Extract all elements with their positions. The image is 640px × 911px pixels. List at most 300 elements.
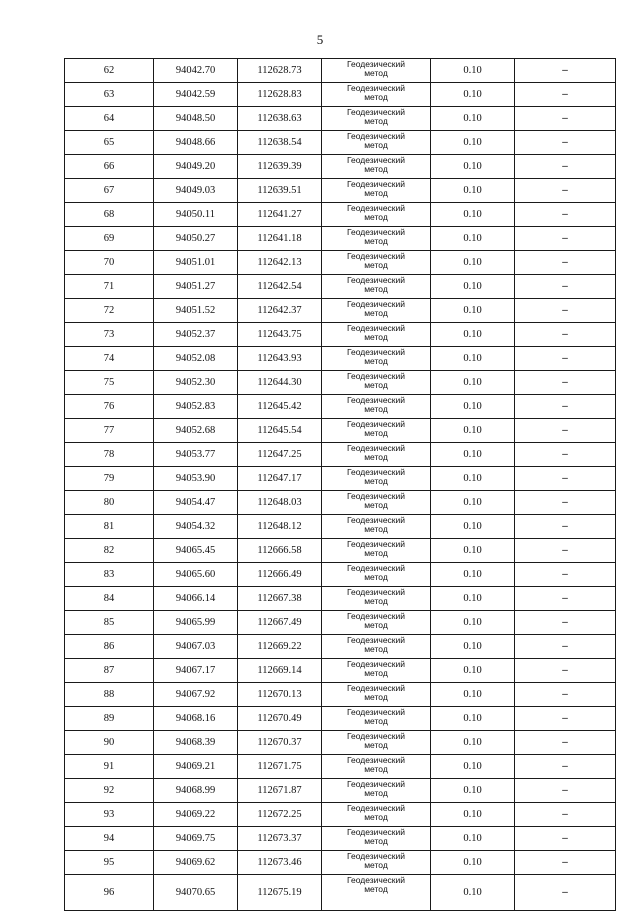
accuracy-cell: 0.10 [431,371,515,395]
accuracy-cell: 0.10 [431,299,515,323]
coordinates-table-body [65,59,616,911]
accuracy-cell: 0.10 [431,707,515,731]
method-word-1: Геодезический [346,395,406,405]
y-coordinate-cell: 112645.54 [238,419,322,443]
point-number-cell: 78 [65,443,154,467]
table-row [65,299,616,323]
method-word-2: метод [364,116,388,126]
method-cell [322,635,431,659]
table-row [65,227,616,251]
method-word-2: метод [364,836,388,846]
method-word-2: метод [364,68,388,78]
y-coordinate-cell: 112669.22 [238,635,322,659]
y-coordinate-cell: 112628.83 [238,83,322,107]
method-word-1: Геодезический [346,683,406,693]
y-coordinate-cell: 112647.25 [238,443,322,467]
table-row [65,683,616,707]
method-word-1: Геодезический [346,299,406,309]
accuracy-cell: 0.10 [431,539,515,563]
method-word-2: метод [364,884,388,894]
method-word-1: Геодезический [346,539,406,549]
method-cell [322,395,431,419]
method-word-1: Геодезический [346,203,406,213]
table-row [65,587,616,611]
method-word-2: метод [364,188,388,198]
point-number-cell: 72 [65,299,154,323]
method-word-1: Геодезический [346,323,406,333]
table-row [65,467,616,491]
point-number-cell: 64 [65,107,154,131]
method-word-2: метод [364,620,388,630]
description-cell: – [515,107,616,131]
description-cell: – [515,203,616,227]
x-coordinate-cell: 94067.17 [154,659,238,683]
accuracy-cell: 0.10 [431,275,515,299]
method-word-2: метод [364,260,388,270]
table-row [65,635,616,659]
point-number-cell: 89 [65,707,154,731]
method-cell [322,683,431,707]
y-coordinate-cell: 112643.75 [238,323,322,347]
description-cell: – [515,299,616,323]
method-cell [322,275,431,299]
y-coordinate-cell: 112648.03 [238,491,322,515]
point-number-cell: 82 [65,539,154,563]
accuracy-cell: 0.10 [431,347,515,371]
method-word-2: метод [364,212,388,222]
description-cell: – [515,683,616,707]
description-cell: – [515,539,616,563]
x-coordinate-cell: 94051.52 [154,299,238,323]
description-cell: – [515,155,616,179]
accuracy-cell: 0.10 [431,827,515,851]
accuracy-cell: 0.10 [431,683,515,707]
description-cell: – [515,227,616,251]
y-coordinate-cell: 112667.38 [238,587,322,611]
method-word-2: метод [364,524,388,534]
point-number-cell: 62 [65,59,154,83]
description-cell: – [515,467,616,491]
x-coordinate-cell: 94051.27 [154,275,238,299]
description-cell: – [515,803,616,827]
description-cell: – [515,563,616,587]
description-cell: – [515,347,616,371]
method-word-2: метод [364,764,388,774]
y-coordinate-cell: 112670.13 [238,683,322,707]
x-coordinate-cell: 94068.39 [154,731,238,755]
description-cell: – [515,755,616,779]
y-coordinate-cell: 112671.75 [238,755,322,779]
method-word-2: метод [364,452,388,462]
table-row [65,155,616,179]
accuracy-cell: 0.10 [431,203,515,227]
method-word-1: Геодезический [346,347,406,357]
y-coordinate-cell: 112671.87 [238,779,322,803]
method-cell [322,251,431,275]
x-coordinate-cell: 94067.92 [154,683,238,707]
method-cell [322,659,431,683]
method-word-2: метод [364,644,388,654]
x-coordinate-cell: 94065.99 [154,611,238,635]
method-word-2: метод [364,548,388,558]
accuracy-cell: 0.10 [431,155,515,179]
y-coordinate-cell: 112642.54 [238,275,322,299]
x-coordinate-cell: 94068.16 [154,707,238,731]
point-number-cell: 75 [65,371,154,395]
method-word-2: метод [364,236,388,246]
description-cell: – [515,443,616,467]
method-word-1: Геодезический [346,755,406,765]
x-coordinate-cell: 94053.90 [154,467,238,491]
y-coordinate-cell: 112628.73 [238,59,322,83]
method-cell [322,707,431,731]
table-row [65,755,616,779]
accuracy-cell: 0.10 [431,563,515,587]
table-row [65,515,616,539]
table-row [65,419,616,443]
table-row [65,659,616,683]
accuracy-cell: 0.10 [431,443,515,467]
accuracy-cell: 0.10 [431,635,515,659]
point-number-cell: 86 [65,635,154,659]
y-coordinate-cell: 112673.37 [238,827,322,851]
accuracy-cell: 0.10 [431,83,515,107]
description-cell: – [515,779,616,803]
method-cell [322,587,431,611]
method-cell [322,419,431,443]
point-number-cell: 67 [65,179,154,203]
method-word-1: Геодезический [346,275,406,285]
method-word-2: метод [364,740,388,750]
table-row [65,443,616,467]
method-word-1: Геодезический [346,59,406,69]
y-coordinate-cell: 112666.58 [238,539,322,563]
y-coordinate-cell: 112666.49 [238,563,322,587]
table-row [65,107,616,131]
method-word-2: метод [364,164,388,174]
table-row [65,731,616,755]
table-row [65,851,616,875]
x-coordinate-cell: 94054.32 [154,515,238,539]
method-cell [322,203,431,227]
y-coordinate-cell: 112667.49 [238,611,322,635]
x-coordinate-cell: 94069.22 [154,803,238,827]
accuracy-cell: 0.10 [431,875,515,911]
description-cell: – [515,875,616,911]
method-word-1: Геодезический [346,731,406,741]
accuracy-cell: 0.10 [431,611,515,635]
y-coordinate-cell: 112639.51 [238,179,322,203]
description-cell: – [515,59,616,83]
point-number-cell: 68 [65,203,154,227]
point-number-cell: 65 [65,131,154,155]
method-word-2: метод [364,692,388,702]
x-coordinate-cell: 94052.83 [154,395,238,419]
method-cell [322,731,431,755]
accuracy-cell: 0.10 [431,467,515,491]
point-number-cell: 92 [65,779,154,803]
table-row [65,275,616,299]
y-coordinate-cell: 112672.25 [238,803,322,827]
point-number-cell: 79 [65,467,154,491]
method-word-2: метод [364,92,388,102]
y-coordinate-cell: 112647.17 [238,467,322,491]
method-word-2: метод [364,668,388,678]
y-coordinate-cell: 112642.37 [238,299,322,323]
method-word-1: Геодезический [346,251,406,261]
description-cell: – [515,491,616,515]
y-coordinate-cell: 112670.37 [238,731,322,755]
x-coordinate-cell: 94052.08 [154,347,238,371]
x-coordinate-cell: 94053.77 [154,443,238,467]
y-coordinate-cell: 112648.12 [238,515,322,539]
point-number-cell: 84 [65,587,154,611]
method-word-2: метод [364,812,388,822]
accuracy-cell: 0.10 [431,59,515,83]
point-number-cell: 85 [65,611,154,635]
point-number-cell: 83 [65,563,154,587]
point-number-cell: 70 [65,251,154,275]
point-number-cell: 69 [65,227,154,251]
page-number: 5 [316,32,324,47]
method-word-1: Геодезический [346,875,406,885]
method-word-2: метод [364,380,388,390]
y-coordinate-cell: 112673.46 [238,851,322,875]
method-cell [322,875,431,911]
accuracy-cell: 0.10 [431,755,515,779]
point-number-cell: 81 [65,515,154,539]
description-cell: – [515,131,616,155]
description-cell: – [515,635,616,659]
coordinates-table [64,58,616,911]
method-cell [322,155,431,179]
point-number-cell: 94 [65,827,154,851]
accuracy-cell: 0.10 [431,323,515,347]
x-coordinate-cell: 94066.14 [154,587,238,611]
method-word-1: Геодезический [346,155,406,165]
description-cell: – [515,827,616,851]
x-coordinate-cell: 94048.66 [154,131,238,155]
accuracy-cell: 0.10 [431,395,515,419]
method-cell [322,779,431,803]
x-coordinate-cell: 94052.30 [154,371,238,395]
method-cell [322,563,431,587]
x-coordinate-cell: 94051.01 [154,251,238,275]
method-word-1: Геодезический [346,635,406,645]
x-coordinate-cell: 94067.03 [154,635,238,659]
method-word-1: Геодезический [346,779,406,789]
x-coordinate-cell: 94052.68 [154,419,238,443]
accuracy-cell: 0.10 [431,419,515,443]
method-cell [322,131,431,155]
x-coordinate-cell: 94042.59 [154,83,238,107]
method-word-2: метод [364,596,388,606]
x-coordinate-cell: 94068.99 [154,779,238,803]
point-number-cell: 76 [65,395,154,419]
x-coordinate-cell: 94050.11 [154,203,238,227]
y-coordinate-cell: 112645.42 [238,395,322,419]
method-cell [322,467,431,491]
description-cell: – [515,83,616,107]
accuracy-cell: 0.10 [431,131,515,155]
table-row [65,803,616,827]
table-row [65,827,616,851]
y-coordinate-cell: 112643.93 [238,347,322,371]
method-word-1: Геодезический [346,179,406,189]
method-word-1: Геодезический [346,707,406,717]
accuracy-cell: 0.10 [431,779,515,803]
point-number-cell: 73 [65,323,154,347]
accuracy-cell: 0.10 [431,659,515,683]
method-word-1: Геодезический [346,371,406,381]
method-word-2: метод [364,284,388,294]
description-cell: – [515,707,616,731]
y-coordinate-cell: 112642.13 [238,251,322,275]
x-coordinate-cell: 94054.47 [154,491,238,515]
table-row [65,875,616,911]
method-cell [322,443,431,467]
method-word-1: Геодезический [346,491,406,501]
x-coordinate-cell: 94065.45 [154,539,238,563]
point-number-cell: 88 [65,683,154,707]
method-word-2: метод [364,308,388,318]
table-row [65,611,616,635]
method-cell [322,83,431,107]
method-word-2: метод [364,356,388,366]
accuracy-cell: 0.10 [431,515,515,539]
description-cell: – [515,851,616,875]
point-number-cell: 80 [65,491,154,515]
table-row [65,59,616,83]
point-number-cell: 96 [65,875,154,911]
method-cell [322,323,431,347]
method-word-2: метод [364,500,388,510]
method-cell [322,851,431,875]
method-word-2: метод [364,428,388,438]
table-row [65,491,616,515]
x-coordinate-cell: 94069.62 [154,851,238,875]
description-cell: – [515,275,616,299]
method-cell [322,539,431,563]
point-number-cell: 95 [65,851,154,875]
description-cell: – [515,251,616,275]
method-cell [322,107,431,131]
method-word-2: метод [364,788,388,798]
point-number-cell: 93 [65,803,154,827]
method-word-1: Геодезический [346,467,406,477]
x-coordinate-cell: 94069.75 [154,827,238,851]
accuracy-cell: 0.10 [431,803,515,827]
table-row [65,779,616,803]
point-number-cell: 90 [65,731,154,755]
description-cell: – [515,587,616,611]
description-cell: – [515,419,616,443]
method-word-1: Геодезический [346,107,406,117]
method-cell [322,179,431,203]
table-row [65,371,616,395]
method-cell [322,803,431,827]
method-word-1: Геодезический [346,587,406,597]
method-word-1: Геодезический [346,131,406,141]
description-cell: – [515,323,616,347]
method-word-2: метод [364,332,388,342]
method-word-2: метод [364,140,388,150]
point-number-cell: 87 [65,659,154,683]
table-row [65,707,616,731]
y-coordinate-cell: 112638.54 [238,131,322,155]
table-row [65,179,616,203]
method-word-2: метод [364,860,388,870]
method-word-1: Геодезический [346,443,406,453]
y-coordinate-cell: 112639.39 [238,155,322,179]
description-cell: – [515,659,616,683]
method-word-1: Геодезический [346,227,406,237]
y-coordinate-cell: 112675.19 [238,875,322,911]
method-cell [322,347,431,371]
accuracy-cell: 0.10 [431,587,515,611]
y-coordinate-cell: 112638.63 [238,107,322,131]
accuracy-cell: 0.10 [431,227,515,251]
y-coordinate-cell: 112669.14 [238,659,322,683]
table-row [65,323,616,347]
y-coordinate-cell: 112670.49 [238,707,322,731]
y-coordinate-cell: 112641.18 [238,227,322,251]
description-cell: – [515,611,616,635]
point-number-cell: 74 [65,347,154,371]
x-coordinate-cell: 94050.27 [154,227,238,251]
x-coordinate-cell: 94052.37 [154,323,238,347]
point-number-cell: 71 [65,275,154,299]
table-row [65,395,616,419]
point-number-cell: 91 [65,755,154,779]
accuracy-cell: 0.10 [431,491,515,515]
table-row [65,83,616,107]
method-cell [322,827,431,851]
table-row [65,203,616,227]
description-cell: – [515,731,616,755]
x-coordinate-cell: 94070.65 [154,875,238,911]
description-cell: – [515,395,616,419]
method-word-1: Геодезический [346,659,406,669]
method-word-1: Геодезический [346,515,406,525]
table-row [65,347,616,371]
method-word-1: Геодезический [346,419,406,429]
method-word-1: Геодезический [346,563,406,573]
method-cell [322,491,431,515]
x-coordinate-cell: 94065.60 [154,563,238,587]
description-cell: – [515,179,616,203]
x-coordinate-cell: 94042.70 [154,59,238,83]
method-cell [322,755,431,779]
method-cell [322,371,431,395]
method-word-2: метод [364,404,388,414]
method-cell [322,59,431,83]
y-coordinate-cell: 112641.27 [238,203,322,227]
method-cell [322,515,431,539]
point-number-cell: 63 [65,83,154,107]
method-word-1: Геодезический [346,851,406,861]
accuracy-cell: 0.10 [431,107,515,131]
method-cell [322,227,431,251]
description-cell: – [515,515,616,539]
table-row [65,563,616,587]
x-coordinate-cell: 94069.21 [154,755,238,779]
method-word-1: Геодезический [346,827,406,837]
y-coordinate-cell: 112644.30 [238,371,322,395]
method-cell [322,299,431,323]
accuracy-cell: 0.10 [431,851,515,875]
table-row [65,539,616,563]
